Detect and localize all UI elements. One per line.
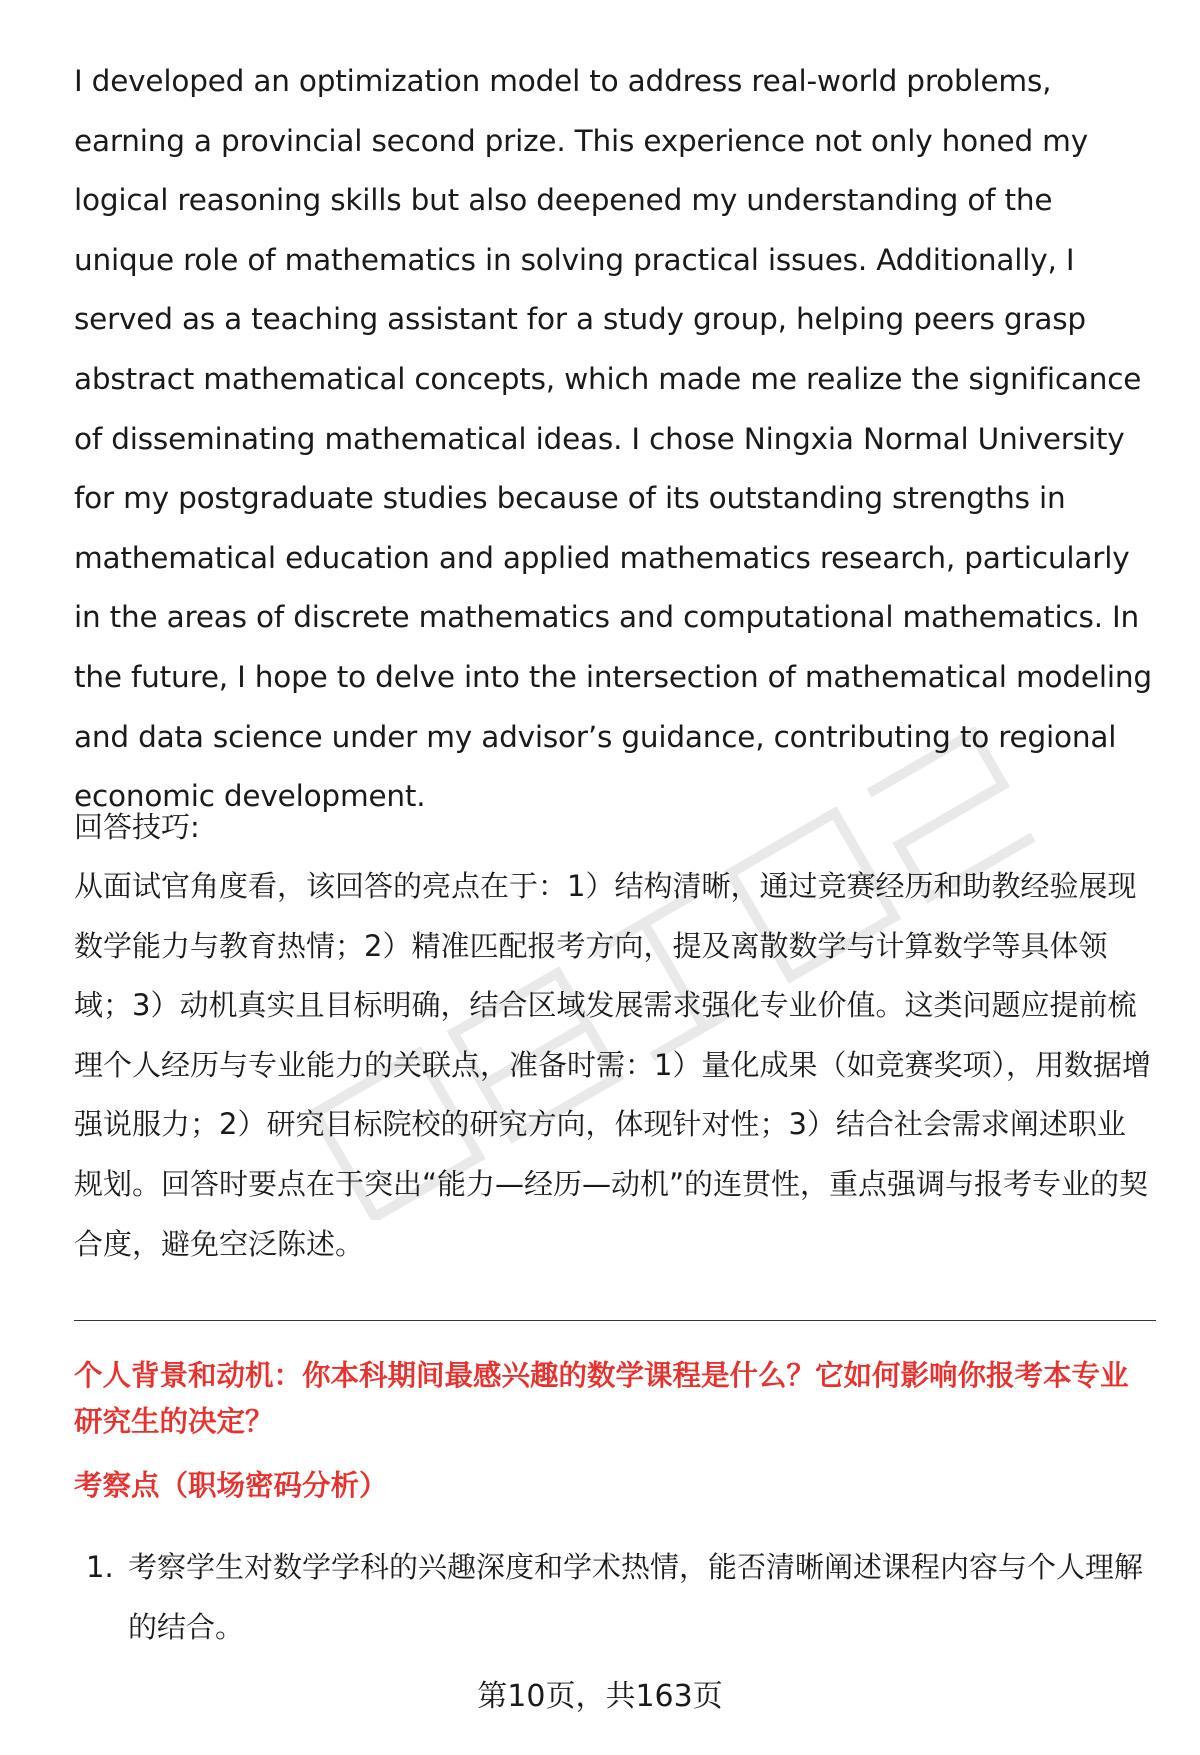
assessment-points-list [74,1537,1156,1657]
answer-paragraph: I developed an optimization model to address real-world problems, earning a provincial second prize. This experience not only honed my logical reasoning skills but also deepened my understanding of the unique role of mathematics in solving practical issues. Additionally, I served as a teaching assistant for a study group, helping peers grasp abstract mathematical concepts, which made me realize the significance of disseminating mathematical ideas. I chose Ningxia Normal University for my postgraduate studies because of its outstanding strengths in mathematical education and applied mathematics research, particularly in the areas of discrete mathematics and computational mathematics. In the future, I hope to delve into the intersection of mathematical modeling and data science under my advisor’s guidance, contributing to regional economic development. [74,64,1152,814]
question-heading: 个人背景和动机：你本科期间最感兴趣的数学课程是什么？它如何影响你报考本专业研究生的决定？ [74,1359,1129,1438]
page-number-footer: 第10页，共163页 [477,1679,723,1714]
assessment-heading: 考察点（职场密码分析） [74,1469,388,1502]
list-item-number: 1. [86,1550,114,1584]
list-item-text: 考察学生对数学学科的兴趣深度和学术热情，能否清晰阐述课程内容与个人理解的结合。 [128,1550,1144,1644]
section-divider [74,1320,1156,1321]
tips-paragraph: 从面试官角度看，该回答的亮点在于：1）结构清晰，通过竞赛经历和助教经验展现数学能力与教育热情；2）精准匹配报考方向，提及离散数学与计算数学等具体领域；3）动机真实且目标明确，结合区域发展需求强化专业价值。这类问题应提前梳理个人经历与专业能力的关联点，准备时需：1）量化成果（如竞赛奖项），用数据增强说服力；2）研究目标院校的研究方向，体现针对性；3）结合社会需求阐述职业规划。回答时要点在于突出“能力—经历—动机”的连贯性，重点强调与报考专业的契合度，避免空泛陈述。 [74,869,1151,1261]
list-item [74,1537,1156,1657]
tips-label: 回答技巧: [74,810,200,844]
